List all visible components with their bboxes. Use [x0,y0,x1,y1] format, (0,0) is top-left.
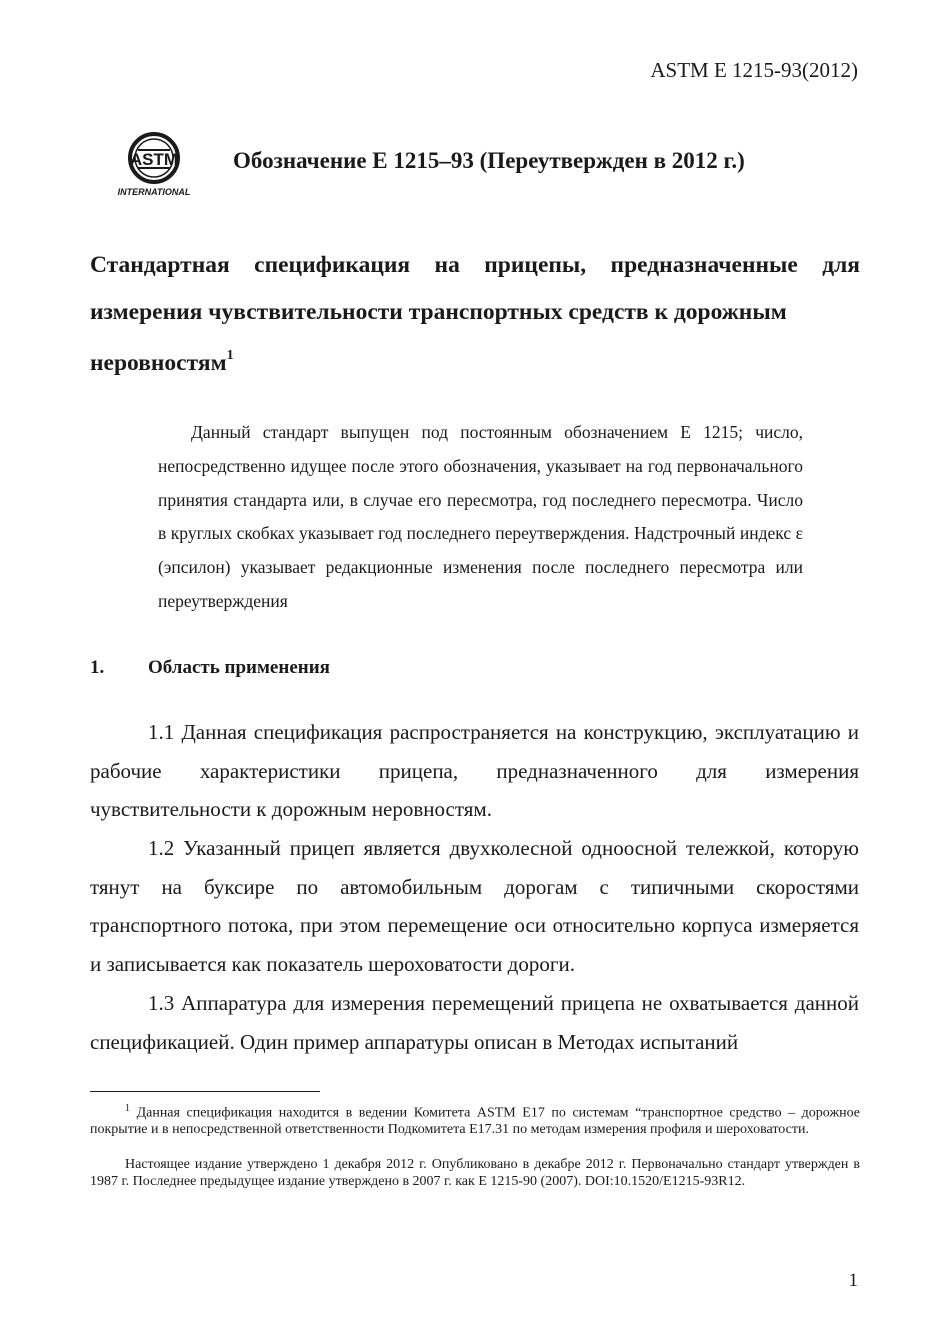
section-number: 1. [90,657,105,678]
title-footnote-ref[interactable]: 1 [226,348,234,363]
page-number: 1 [848,1270,858,1291]
designation-heading: Обозначение E 1215–93 (Переутвержден в 2012 г.) [233,148,745,173]
section-title: Область применения [148,657,330,678]
document-title-last-line [90,335,234,386]
footnote-1 [90,1101,860,1139]
footnote-1-text: Данная спецификация находится в ведении Комитета ASTM E17 по системам “транспортное средство – дорожное покрытие и в непосредственной ответственности Подкомитета E17.31 по методам измерения профиля и шероховатости. [90,1105,861,1138]
standard-notice: Данный стандарт выпущен под постоянным обозначением Е 1215; число, непосредственно идущее после этого обозначения, указывает на год первоначального принятия стандарта или, в случае его пересмотра, год последнего пересмотра. Число в круглых скобках указывает год последнего переутверждения. Надстрочный индекс ε (эпсилон) указывает редакционные изменения после последнего пересмотра или переутверждения [158,422,803,611]
logo-text: ASTM [129,150,179,169]
footnote-edition: Настоящее издание утверждено 1 декабря 2012 г. Опубликовано в декабре 2012 г. Первоначально стандарт утвержден в 1987 г. Последнее предыдущее издание утверждено в 2007 г. как E 1215-90 (2007). DOI:10.1520/E1215-93R12. [90,1157,860,1189]
logo-subtext: INTERNATIONAL [117,187,191,197]
astm-logo [112,130,196,200]
astm-logo-icon [112,130,196,200]
paragraph-1-2: 1.2 Указанный прицеп является двухколесной одноосной тележкой, которую тянут на буксире по автомобильным дорогам с типичными скоростями транспортного потока, при этом перемещение оси относительно корпуса измеряется и записывается как показатель шероховатости дороги. [90,836,859,976]
title-last-word: неровностям [90,349,227,376]
document-code: ASTM E 1215-93(2012) [650,58,858,82]
paragraph-1-3: 1.3 Аппаратура для измерения перемещений прицепа не охватывается данной спецификацией. Один пример аппаратуры описан в Методах испытаний [90,991,859,1054]
footnote-marker: 1 [125,1103,130,1114]
footnote-divider [90,1091,320,1092]
paragraph-1-1: 1.1 Данная спецификация распространяется на конструкцию, эксплуатацию и рабочие характеристики прицепа, предназначенного для измерения чувствительности к дорожным неровностям. [90,720,859,821]
section-heading [90,657,330,679]
document-title: Стандартная спецификация на прицепы, предназначенные для измерения чувствительности транспортных средств к дорожным [90,252,860,325]
